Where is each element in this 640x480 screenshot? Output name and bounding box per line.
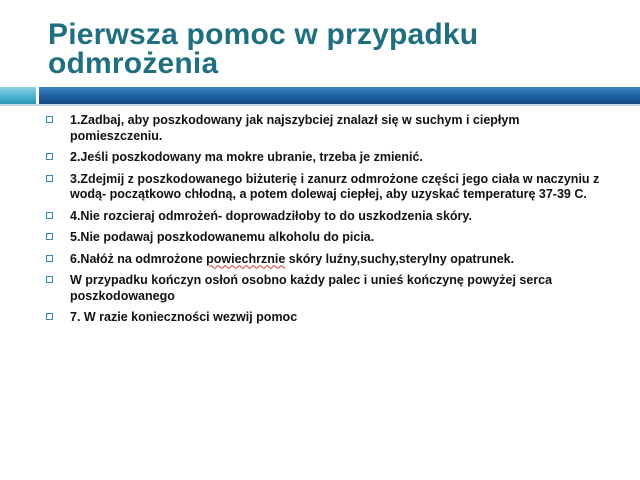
list-item [44,209,604,225]
square-bullet-icon [46,212,53,219]
square-bullet-icon [46,116,53,123]
list-item [44,230,604,246]
list-item-text: 5.Nie podawaj poszkodowanemu alkoholu do picia. [70,230,375,244]
list-item [44,252,604,268]
header-band-underline [0,104,640,106]
square-bullet-icon [46,313,53,320]
square-bullet-icon [46,153,53,160]
square-bullet-icon [46,255,53,262]
slide-title: Pierwsza pomoc w przypadku odmrożenia [48,18,479,80]
list-item [44,172,604,203]
list-item-text: W przypadku kończyn osłoń osobno każdy palec i unieś kończynę powyżej serca poszkodowanego [70,273,553,303]
list-item-text-end: skóry luźny,suchy,sterylny opatrunek. [285,251,515,266]
list-item [44,273,604,304]
header-band-light [0,87,36,104]
list-item-text-start: 6.Nałóż na odmrożone [70,251,207,266]
square-bullet-icon [46,233,53,240]
list-item [44,310,604,326]
list-item-text: 3.Zdejmij z poszkodowanego biżuterię i zanurz odmrożone części jego ciała w naczyniu z wodą- początkowo chłodną, a potem dolewaj ciepłej, aby uzyskać temperaturę 37-39 C. [70,171,600,201]
spellcheck-flagged-word[interactable]: powiechrznie [206,251,286,266]
square-bullet-icon [46,175,53,182]
bullet-list [44,113,604,332]
list-item-text: 4.Nie rozcieraj odmrożeń- doprowadziłoby to do uszkodzenia skóry. [70,208,472,223]
list-item-text: 2.Jeśli poszkodowany ma mokre ubranie, trzeba je zmienić. [70,150,423,164]
list-item-text: 1.Zadbaj, aby poszkodowany jak najszybciej znalazł się w suchym i ciepłym pomieszczeniu. [70,113,520,143]
list-item [44,113,604,144]
square-bullet-icon [46,276,53,283]
list-item-text: 7. W razie konieczności wezwij pomoc [70,310,298,324]
list-item-text [70,252,514,266]
list-item [44,150,604,166]
header-band-dark [39,87,640,104]
